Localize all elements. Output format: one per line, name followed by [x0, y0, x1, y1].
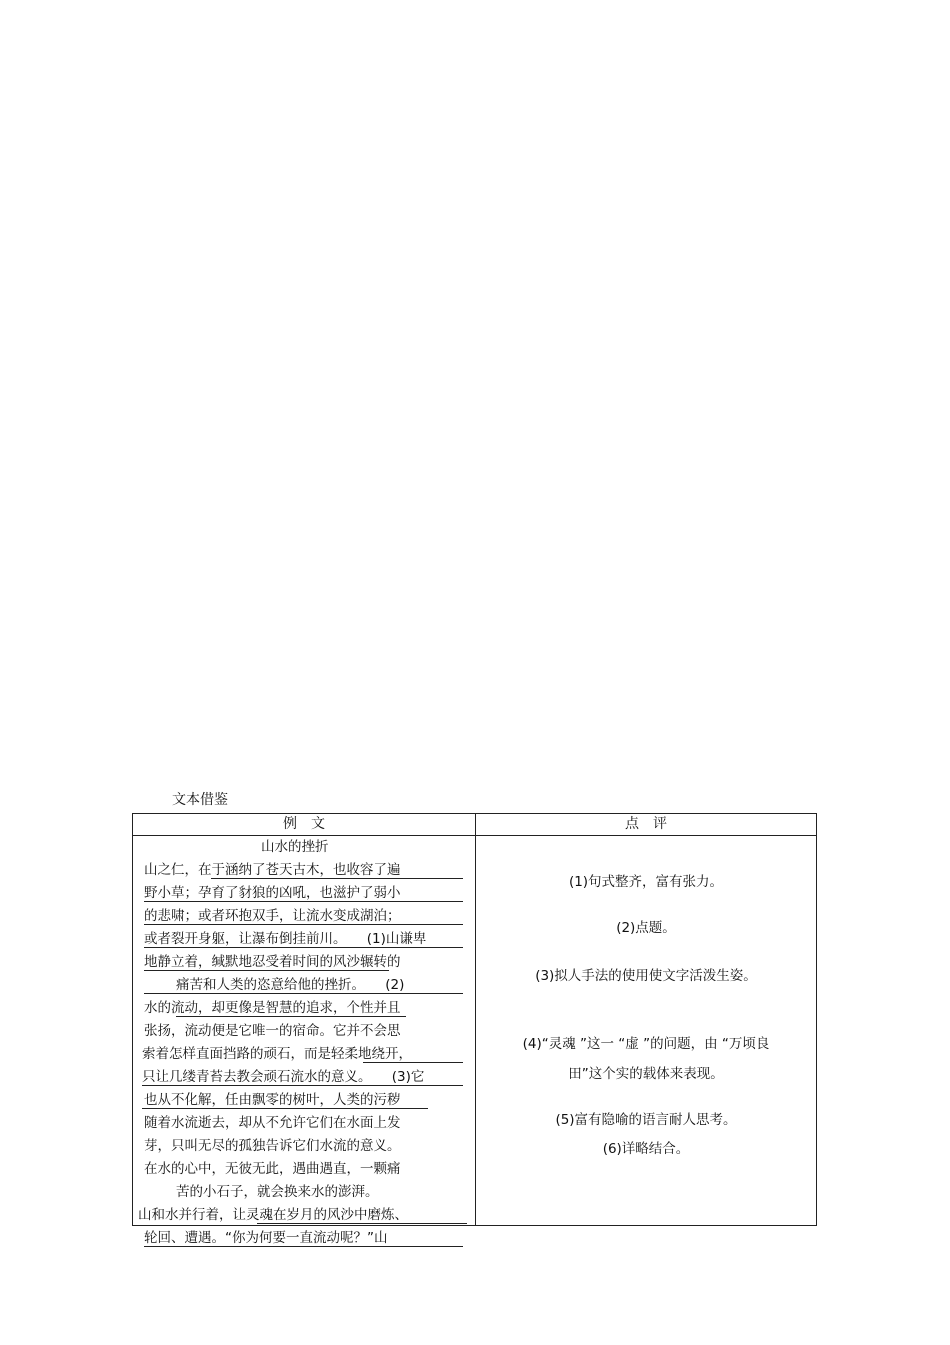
essay-line: 山之仁，在于涵纳了苍天古木，也收容了遍: [144, 862, 401, 878]
comment-2: (2)点题。: [616, 920, 676, 936]
underline-mark: [144, 947, 463, 948]
essay-line: 野小草；孕育了豺狼的凶吼，也滋护了弱小: [144, 885, 401, 901]
essay-line: 水的流动，却更像是智慧的追求，个性并且: [144, 1000, 401, 1016]
comment-4-cont: 田”这个实的载体来表现。: [568, 1066, 724, 1082]
essay-line: 随着水流逝去，却从不允许它们在水面上发: [144, 1115, 401, 1131]
essay-line: 苦的小石子，就会换来水的澎湃。: [176, 1184, 379, 1200]
essay-line: 张扬，流动便是它唯一的宿命。它并不会思: [144, 1023, 401, 1039]
underline-mark: [144, 970, 389, 971]
underline-mark: [142, 1085, 463, 1086]
underline-mark: [144, 1246, 463, 1247]
essay-line: 在水的心中，无彼无此，遇曲遇直，一颗痛: [144, 1161, 401, 1177]
essay-line: 芽，只叫无尽的孤独告诉它们水流的意义。: [144, 1138, 401, 1154]
example-table: [132, 813, 817, 1246]
header-commentary: 点 评: [625, 816, 667, 832]
essay-line: 索着怎样直面挡路的顽石，而是轻柔地绕开，: [142, 1046, 412, 1062]
underline-mark: [176, 1016, 406, 1017]
underline-mark: [363, 1062, 463, 1063]
underline-mark: [142, 1108, 428, 1109]
comment-5: (5)富有隐喻的语言耐人思考。: [555, 1112, 737, 1128]
header-divider: [133, 835, 816, 836]
comment-3: (3)拟人手法的使用使文字活泼生姿。: [535, 968, 757, 984]
comment-4: (4)“灵魂 ”这一 “虚 ”的问题，由 “万顷良: [522, 1036, 770, 1052]
essay-line: 山和水并行着，让灵魂在岁月的风沙中磨炼、: [138, 1207, 408, 1223]
section-title: 文本借鉴: [172, 792, 228, 808]
essay-line: 只让几缕青苔去教会顽石流水的意义。 (3)它: [142, 1069, 425, 1085]
essay-title: 山水的挫折: [261, 839, 329, 855]
comment-6: (6)详略结合。: [602, 1141, 690, 1157]
essay-line: 痛苦和人类的恣意给他的挫折。 (2): [176, 977, 405, 993]
underline-mark: [144, 993, 463, 994]
underline-mark: [257, 1223, 467, 1224]
comment-1: (1)句式整齐，富有张力。: [568, 874, 724, 890]
essay-line: 的悲啸；或者环抱双手，让流水变成湖泊；: [144, 908, 401, 924]
underline-mark: [144, 901, 463, 902]
underline-mark: [144, 924, 463, 925]
header-example-text: 例 文: [283, 816, 325, 832]
essay-line: 也从不化解，任由飘零的树叶，人类的污秽: [144, 1092, 401, 1108]
essay-line: 轮回、遭遇。“你为何要一直流动呢？”山: [144, 1230, 388, 1246]
underline-mark: [211, 878, 463, 879]
essay-line: 或者裂开身躯，让瀑布倒挂前川。 (1)山谦卑: [144, 931, 427, 947]
essay-line: 地静立着，缄默地忍受着时间的风沙辗转的: [144, 954, 401, 970]
